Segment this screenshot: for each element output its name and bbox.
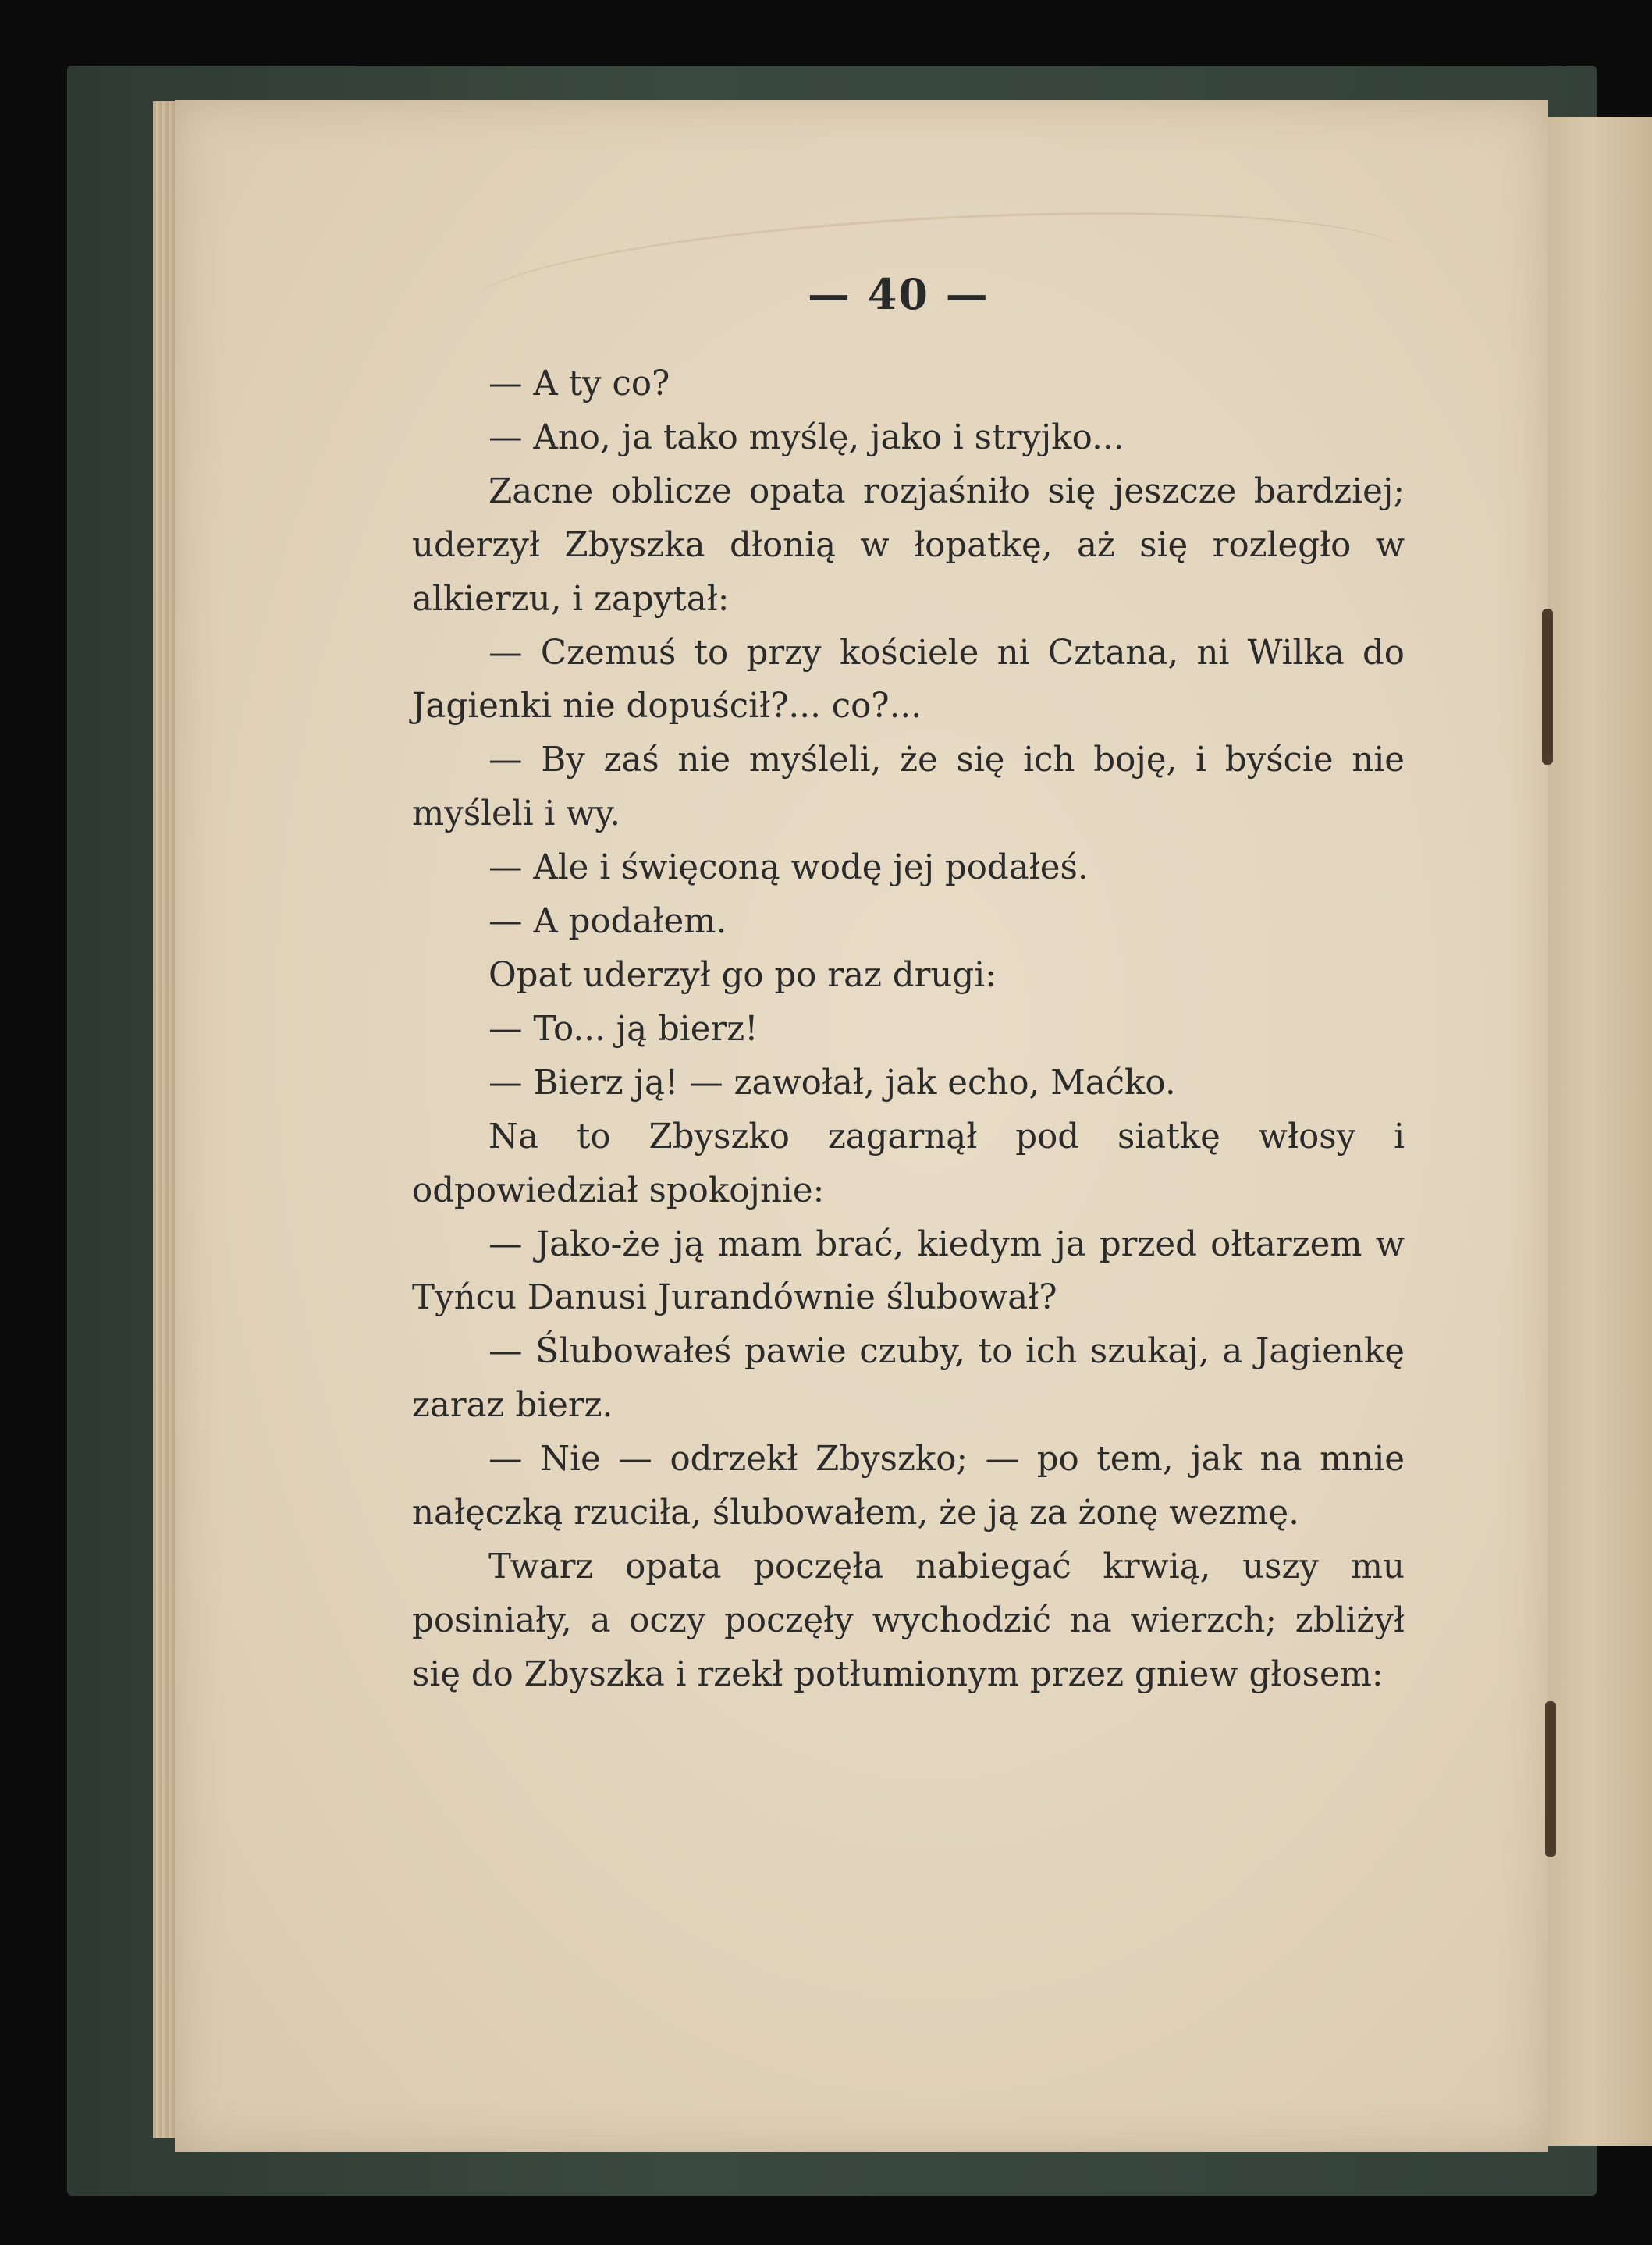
- paragraph: — Czemuś to przy kościele ni Cztana, ni Wilka do Jagienki nie dopuścił?... co?...: [412, 633, 1405, 726]
- page-text: [412, 357, 1405, 1702]
- paragraph: — Nie — odrzekł Zbyszko; — po tem, jak na mnie nałęczką rzuciła, ślubowałem, że ją za żonę wezmę.: [412, 1440, 1405, 1533]
- paragraph: — Ano, ja tako myślę, jako i stryjko...: [488, 417, 1124, 457]
- paragraph: — By zaś nie myśleli, że się ich boję, i byście nie myśleli i wy.: [412, 741, 1405, 834]
- paragraph: — A podałem.: [488, 902, 727, 942]
- paragraph: — Ślubowałeś pawie czuby, to ich szukaj, a Jagienkę zaraz bierz.: [412, 1332, 1405, 1426]
- binding-clip: [1545, 1701, 1556, 1857]
- paragraph: Opat uderzył go po raz drugi:: [488, 955, 997, 995]
- facing-page: [1548, 117, 1652, 2146]
- paragraph: — Jako-że ją mam brać, kiedym ja przed ołtarzem w Tyńcu Danusi Jurandównie ślubował?: [412, 1224, 1405, 1318]
- paragraph: — Bierz ją! — zawołał, jak echo, Maćko.: [488, 1063, 1176, 1103]
- paragraph: Twarz opata poczęła nabiegać krwią, uszy mu posiniały, a oczy poczęły wychodzić na wierzch; zbliżył się do Zbyszka i rzekł potłumionym przez gniew głosem:: [412, 1547, 1405, 1694]
- binding-clip: [1542, 609, 1553, 765]
- paragraph: Zacne oblicze opata rozjaśniło się jeszcze bardziej; uderzył Zbyszka dłonią w łopatkę, aż się rozległo w alkierzu, i zapytał:: [412, 471, 1405, 619]
- paragraph: — A ty co?: [488, 364, 670, 403]
- page-number: — 40 —: [808, 269, 989, 319]
- paragraph: Na to Zbyszko zagarnął pod siatkę włosy i odpowiedział spokojnie:: [412, 1117, 1405, 1210]
- paragraph: — To... ją bierz!: [488, 1009, 758, 1049]
- paragraph: — Ale i święconą wodę jej podałeś.: [488, 848, 1089, 888]
